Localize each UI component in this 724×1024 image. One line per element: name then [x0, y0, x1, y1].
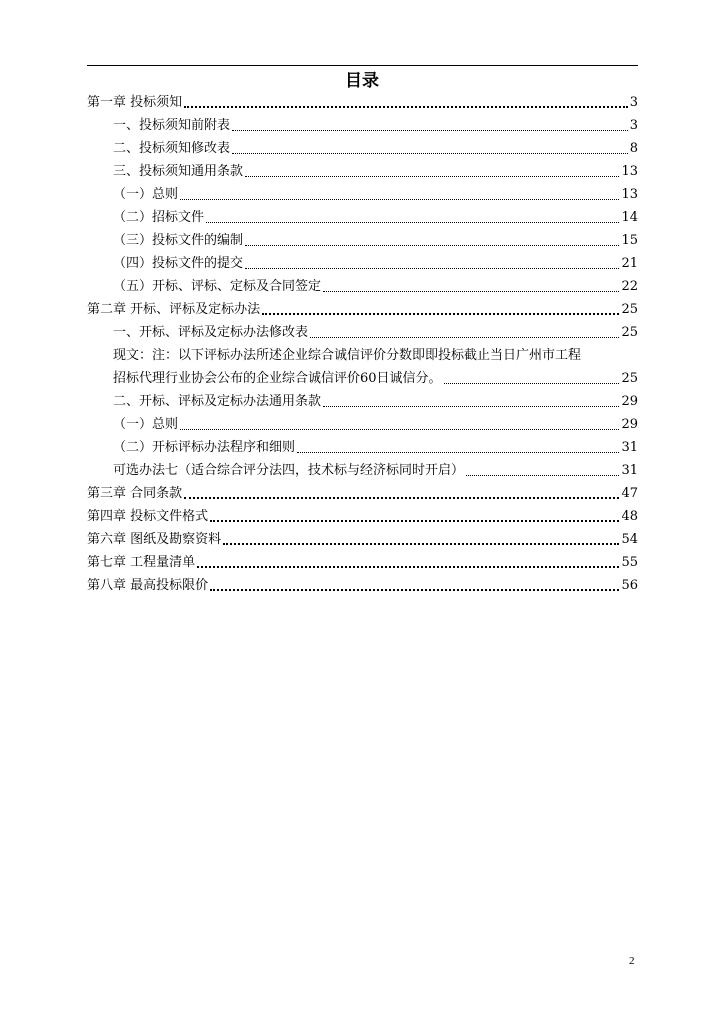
toc-entry-page: 31 — [621, 440, 638, 455]
dot-leader — [180, 429, 619, 430]
toc-entry[interactable] — [87, 111, 638, 134]
toc-entry-label: 第二章 开标、评标及定标办法 — [87, 302, 261, 317]
toc-entry[interactable] — [87, 571, 638, 594]
toc-entry-page: 48 — [621, 509, 638, 524]
toc-entry[interactable] — [87, 180, 638, 203]
toc-entry-label: 第八章 最高投标限价 — [87, 578, 209, 593]
dot-leader — [223, 543, 619, 545]
dot-leader — [245, 176, 619, 177]
dot-leader — [210, 520, 619, 522]
toc-entry[interactable] — [87, 88, 638, 111]
toc-entry[interactable] — [87, 502, 638, 525]
toc-entry-label: （五）开标、评标、定标及合同签定 — [113, 279, 322, 294]
toc-entry-page: 21 — [621, 256, 638, 271]
toc-entry-label: 第六章 图纸及勘察资料 — [87, 532, 222, 547]
dot-leader — [262, 313, 619, 315]
toc-entry-page: 29 — [621, 417, 638, 432]
dot-leader — [210, 589, 619, 591]
toc-entry[interactable] — [87, 272, 638, 295]
toc-entry-page: 14 — [621, 210, 638, 225]
toc-entry-label: 现文：注：以下评标办法所述企业综合诚信评价分数即即投标截止当日广州市工程 — [113, 348, 582, 363]
toc-entry[interactable] — [87, 433, 638, 456]
toc-entry-label: （四）投标文件的提交 — [113, 256, 244, 271]
table-of-contents — [87, 88, 638, 594]
dot-leader — [232, 153, 628, 154]
toc-entry[interactable] — [87, 249, 638, 272]
toc-entry-page: 22 — [621, 279, 638, 294]
toc-entry-page: 29 — [621, 394, 638, 409]
toc-entry-page: 55 — [621, 555, 638, 570]
toc-entry[interactable] — [87, 456, 638, 479]
toc-entry-page: 56 — [621, 578, 638, 593]
toc-entry-label: （一）总则 — [113, 187, 179, 202]
toc-entry-label: 二、投标须知修改表 — [113, 141, 231, 156]
toc-entry-page: 25 — [621, 302, 638, 317]
toc-entry[interactable] — [87, 134, 638, 157]
page-title: 目录 — [345, 71, 379, 91]
toc-entry-page: 31 — [621, 463, 638, 478]
dot-leader — [323, 291, 619, 292]
toc-entry[interactable] — [87, 387, 638, 410]
toc-entry-label: （二）开标评标办法程序和细则 — [113, 440, 296, 455]
dot-leader — [444, 383, 620, 384]
toc-entry[interactable] — [87, 226, 638, 249]
toc-entry[interactable] — [87, 364, 638, 387]
toc-entry-page: 25 — [621, 325, 638, 340]
toc-entry[interactable] — [87, 157, 638, 180]
dot-leader — [197, 566, 619, 568]
toc-entry[interactable] — [87, 525, 638, 548]
toc-entry[interactable] — [87, 318, 638, 341]
header-rule — [87, 65, 638, 66]
toc-entry-page: 54 — [621, 532, 638, 547]
toc-entry-page: 8 — [629, 141, 638, 156]
dot-leader — [297, 452, 619, 453]
page-number: 2 — [629, 955, 635, 967]
toc-entry-page: 13 — [621, 187, 638, 202]
toc-entry-label: 第四章 投标文件格式 — [87, 509, 209, 524]
toc-entry-page: 47 — [621, 486, 638, 501]
dot-leader — [232, 130, 628, 131]
toc-entry[interactable] — [87, 203, 638, 226]
toc-entry[interactable] — [87, 479, 638, 502]
toc-entry-page: 13 — [621, 164, 638, 179]
dot-leader — [245, 245, 619, 246]
dot-leader — [323, 406, 619, 407]
toc-entry-label: 第一章 投标须知 — [87, 95, 183, 110]
dot-leader — [180, 199, 619, 200]
toc-entry-page: 15 — [621, 233, 638, 248]
dot-leader — [184, 497, 619, 499]
toc-entry-label: （二）招标文件 — [113, 210, 205, 225]
dot-leader — [310, 337, 619, 338]
dot-leader — [245, 268, 619, 269]
toc-entry-page: 25 — [621, 371, 638, 386]
toc-entry-label: 三、投标须知通用条款 — [113, 164, 244, 179]
toc-entry-label: （三）投标文件的编制 — [113, 233, 244, 248]
toc-entry-label: 一、投标须知前附表 — [113, 118, 231, 133]
dot-leader — [466, 475, 619, 476]
dot-leader — [184, 106, 628, 108]
toc-entry-page: 3 — [629, 95, 638, 110]
toc-entry-label: 可选办法七（适合综合评分法四，技术标与经济标同时开启） — [113, 463, 465, 478]
dot-leader — [206, 222, 619, 223]
toc-entry[interactable] — [87, 295, 638, 318]
toc-entry-label: （一）总则 — [113, 417, 179, 432]
toc-entry-page: 3 — [629, 118, 638, 133]
toc-entry-label: 二、开标、评标及定标办法通用条款 — [113, 394, 322, 409]
toc-entry[interactable] — [87, 410, 638, 433]
toc-entry-label: 招标代理行业协会公布的企业综合诚信评价60日诚信分。 — [113, 371, 442, 386]
toc-entry[interactable] — [87, 548, 638, 571]
toc-entry-continued[interactable] — [87, 341, 638, 364]
toc-entry-label: 一、开标、评标及定标办法修改表 — [113, 325, 309, 340]
toc-entry-label: 第三章 合同条款 — [87, 486, 183, 501]
toc-entry-label: 第七章 工程量清单 — [87, 555, 196, 570]
